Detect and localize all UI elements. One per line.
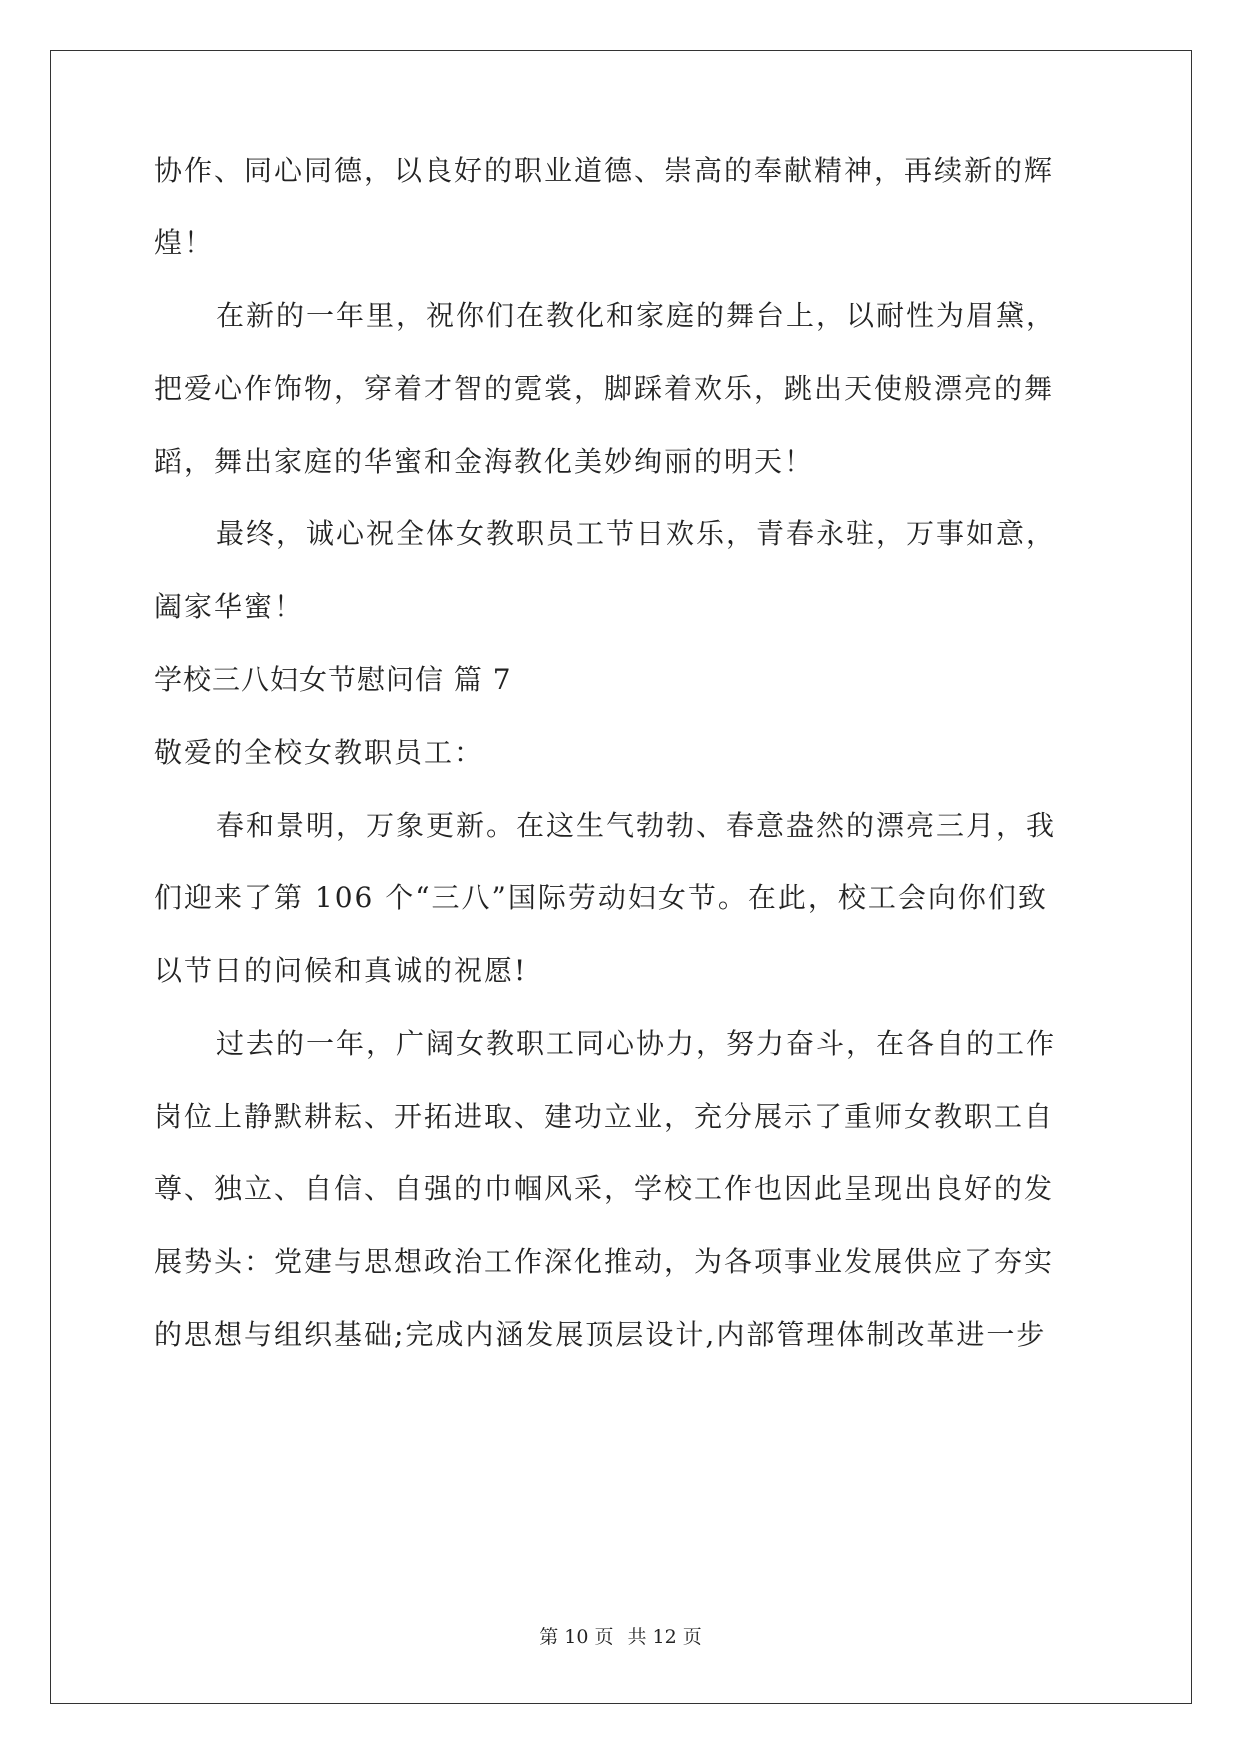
page-number: 第 10 页 xyxy=(539,1626,614,1648)
body-text-line: 的思想与组织基础;完成内涵发展顶层设计,内部管理体制改革进一步 xyxy=(154,1318,1047,1351)
paragraph-start-line: 春和景明，万象更新。在这生气勃勃、春意盎然的漂亮三月，我 xyxy=(216,809,1057,842)
body-text-line: 煌！ xyxy=(154,226,215,259)
body-text-line: 阖家华蜜！ xyxy=(154,590,305,623)
paragraph-start-line: 在新的一年里，祝你们在教化和家庭的舞台上，以耐性为眉黛， xyxy=(216,299,1057,332)
page-footer xyxy=(0,1625,1241,1649)
page-total: 共 12 页 xyxy=(627,1626,702,1648)
body-text-line: 蹈，舞出家庭的华蜜和金海教化美妙绚丽的明天！ xyxy=(154,445,815,478)
section-heading: 学校三八妇女节慰问信 篇 7 xyxy=(154,663,512,696)
body-text-line: 以节日的问候和真诚的祝愿! xyxy=(154,954,528,987)
paragraph-start-line: 过去的一年，广阔女教职工同心协力，努力奋斗，在各自的工作 xyxy=(216,1027,1057,1060)
body-text-line: 把爱心作饰物，穿着才智的霓裳，脚踩着欢乐，跳出天使般漂亮的舞 xyxy=(154,372,1055,405)
body-text-line: 岗位上静默耕耘、开拓进取、建功立业，充分展示了重师女教职工自 xyxy=(154,1100,1055,1133)
paragraph-start-line: 最终，诚心祝全体女教职员工节日欢乐，青春永驻，万事如意， xyxy=(216,517,1057,550)
body-text-line: 协作、同心同德，以良好的职业道德、崇高的奉献精神，再续新的辉 xyxy=(154,154,1055,187)
letter-salutation: 敬爱的全校女教职员工： xyxy=(154,736,485,769)
body-text-line: 们迎来了第 106 个“三八”国际劳动妇女节。在此，校工会向你们致 xyxy=(154,881,1048,914)
body-text-line: 展势头：党建与思想政治工作深化推动，为各项事业发展供应了夯实 xyxy=(154,1245,1055,1278)
body-text-line: 尊、独立、自信、自强的巾帼风采，学校工作也因此呈现出良好的发 xyxy=(154,1172,1055,1205)
